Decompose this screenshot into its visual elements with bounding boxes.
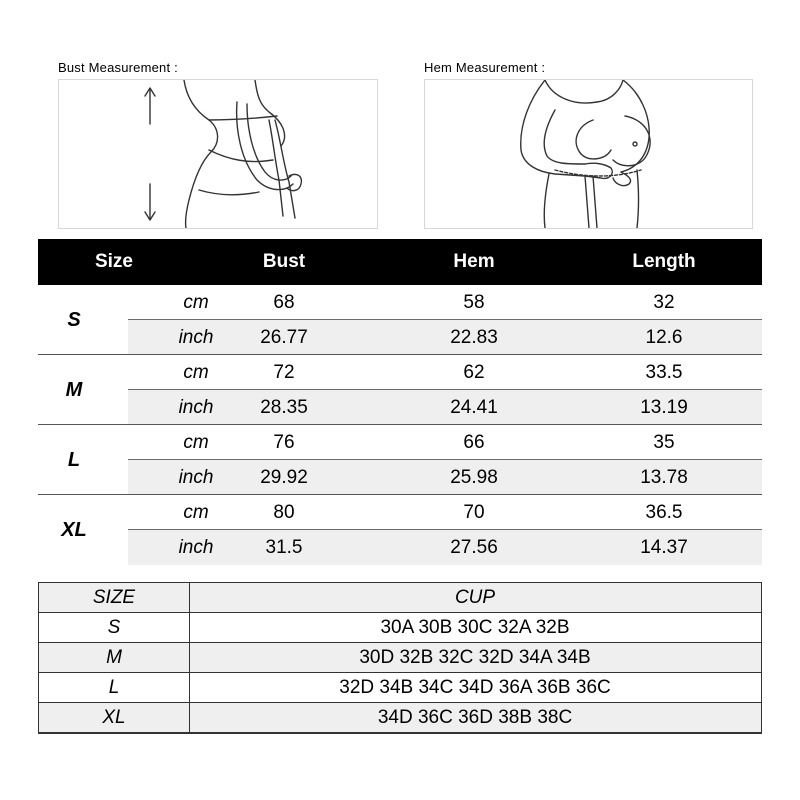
header-length: Length [632,251,696,272]
length-inch: 12.6 [645,327,683,348]
header-size: Size [94,251,134,272]
cm-row [128,425,762,460]
row-separator [128,529,762,530]
hem-inch: 25.98 [450,467,498,488]
inch-row [128,390,762,425]
inch-row [128,460,762,495]
cup-size: M [106,647,122,668]
inch-row [128,320,762,355]
cup-table-divider [189,583,190,733]
bust-figure-drawing [59,80,377,228]
unit-inch: inch [178,537,214,558]
header-bust: Bust [262,251,306,272]
cup-row-s [39,613,761,643]
size-group-l [38,425,762,495]
hem-figure-drawing [425,80,752,228]
cup-values: 30A 30B 30C 32A 32B [380,617,570,638]
length-cm: 32 [653,292,675,313]
length-cm: 36.5 [645,502,683,523]
size-group-xl [38,495,762,565]
unit-inch: inch [178,467,214,488]
bust-cm: 80 [273,502,295,523]
cup-size-table [38,582,762,734]
cup-row-l [39,673,761,703]
hem-cm: 58 [463,292,485,313]
cup-values: 32D 34B 34C 34D 36A 36B 36C [339,677,611,698]
hem-measurement-label: Hem Measurement : [424,60,546,75]
size-label: XL [61,519,87,541]
length-inch: 13.78 [640,467,688,488]
bust-inch: 29.92 [260,467,308,488]
cup-size: XL [102,707,126,728]
size-group-m [38,355,762,425]
unit-cm: cm [183,432,209,453]
bust-inch: 28.35 [260,397,308,418]
cup-size: S [107,617,121,638]
length-cm: 35 [653,432,675,453]
cm-row [128,355,762,390]
row-separator [128,459,762,460]
cm-row [128,495,762,530]
hem-cm: 66 [463,432,485,453]
size-label: L [67,449,81,471]
unit-inch: inch [178,397,214,418]
bust-cm: 72 [273,362,295,383]
cup-table-header [39,583,761,613]
bust-inch: 31.5 [265,537,303,558]
cup-row-m [39,643,761,673]
hem-inch: 27.56 [450,537,498,558]
hem-cm: 62 [463,362,485,383]
size-label: S [67,309,81,331]
cup-header-size: SIZE [92,587,136,608]
row-separator [128,319,762,320]
length-cm: 33.5 [645,362,683,383]
cup-row-xl [39,703,761,733]
cup-values: 30D 32B 32C 32D 34A 34B [359,647,591,668]
unit-inch: inch [178,327,214,348]
cm-row [128,285,762,320]
bust-measurement-illustration [58,79,378,229]
inch-row [128,530,762,565]
cup-header-cup: CUP [454,587,496,608]
length-inch: 13.19 [640,397,688,418]
size-table-header [38,239,762,285]
hem-inch: 24.41 [450,397,498,418]
header-hem: Hem [453,251,495,272]
size-group-s [38,285,762,355]
hem-measurement-illustration [424,79,753,229]
cup-size: L [108,677,120,698]
cup-values: 34D 36C 36D 38B 38C [377,707,573,728]
hem-inch: 22.83 [450,327,498,348]
bust-measurement-label: Bust Measurement : [58,60,178,75]
unit-cm: cm [183,362,209,383]
bust-cm: 76 [273,432,295,453]
bust-cm: 68 [273,292,295,313]
unit-cm: cm [183,292,209,313]
bust-inch: 26.77 [260,327,308,348]
unit-cm: cm [183,502,209,523]
size-label: M [65,379,83,401]
row-separator [128,389,762,390]
length-inch: 14.37 [640,537,688,558]
hem-cm: 70 [463,502,485,523]
